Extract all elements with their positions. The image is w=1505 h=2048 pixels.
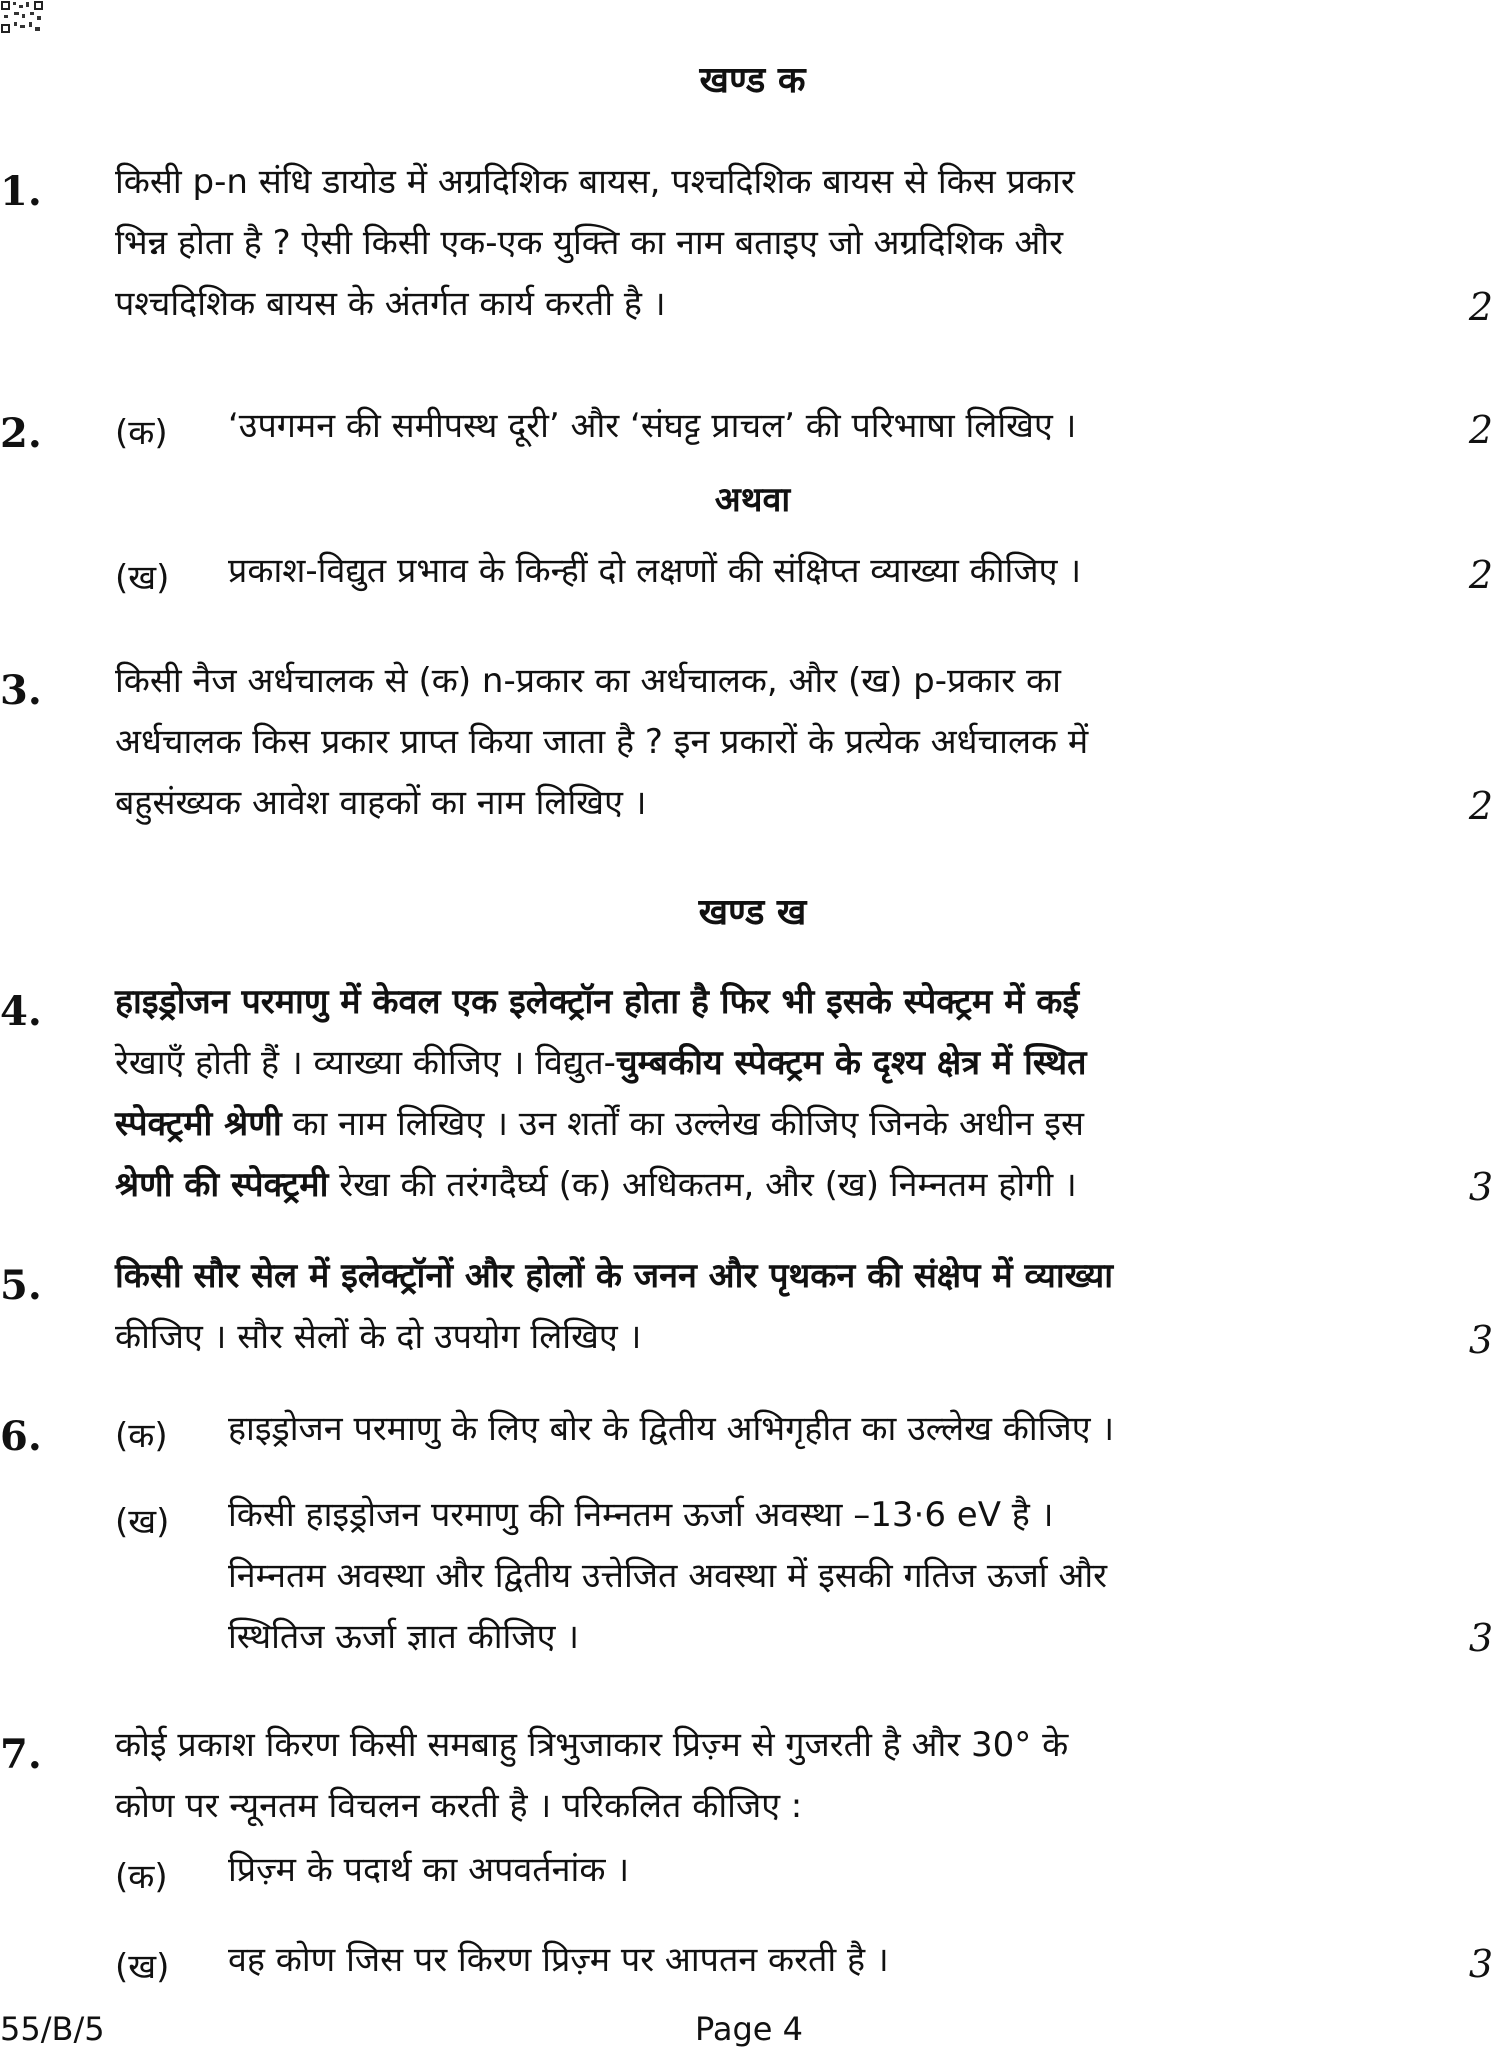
question-4-line — [115, 1033, 1415, 1094]
question-7-line: कोई प्रकाश किरण किसी समबाहु त्रिभुजाकार प्रिज़्म से गुजरती है और 30° के — [115, 1725, 1069, 1765]
qr-code-icon — [0, 0, 44, 34]
question-6b-text — [228, 1485, 1107, 1668]
question-6a-text: हाइड्रोजन परमाणु के लिए बोर के द्वितीय अभिगृहीत का उल्लेख कीजिए । — [228, 1409, 1115, 1449]
question-5-number: 5. — [0, 1262, 42, 1309]
question-3-line: किसी नैज अर्धचालक से (क) n-प्रकार का अर्धचालक, और (ख) p-प्रकार का — [115, 661, 1061, 701]
question-4-bold-text: स्पेक्ट्रमी श्रेणी — [115, 1104, 282, 1144]
question-4-text-part: का नाम लिखिए । उन शर्तों का उल्लेख कीजिए जिनके अधीन इस — [281, 1104, 1084, 1144]
question-1-text — [115, 152, 1415, 335]
paper-code: 55/B/5 — [0, 2010, 105, 2048]
page-number: Page 4 — [695, 2010, 803, 2048]
question-6a-label: (क) — [115, 1416, 168, 1456]
question-2b-label: (ख) — [115, 558, 170, 598]
question-3-number: 3. — [0, 667, 42, 714]
question-3-line: बहुसंख्यक आवेश वाहकों का नाम लिखिए । — [115, 783, 647, 823]
question-2a-label: (क) — [115, 413, 168, 453]
question-4-line — [115, 1155, 1415, 1216]
question-2b-marks: 2 — [1468, 553, 1493, 597]
question-6b-label: (ख) — [115, 1502, 170, 1542]
question-2-number: 2. — [0, 410, 42, 457]
question-3-text — [115, 651, 1415, 834]
question-2b-text: प्रकाश-विद्युत प्रभाव के किन्हीं दो लक्षणों की संक्षिप्त व्याख्या कीजिए । — [228, 551, 1082, 591]
question-3-line: अर्धचालक किस प्रकार प्राप्त किया जाता है ? इन प्रकारों के प्रत्येक अर्धचालक में — [115, 722, 1089, 762]
question-7a-label: (क) — [115, 1857, 168, 1897]
question-6-number: 6. — [0, 1413, 42, 1460]
question-6b-line: निम्नतम अवस्था और द्वितीय उत्तेजित अवस्था में इसकी गतिज ऊर्जा और — [228, 1556, 1108, 1596]
question-7a-text: प्रिज़्म के पदार्थ का अपवर्तनांक । — [228, 1850, 630, 1890]
question-6b-line: किसी हाइड्रोजन परमाणु की निम्नतम ऊर्जा अवस्था –13·6 eV है । — [228, 1495, 1054, 1535]
question-4-line — [115, 1094, 1415, 1155]
question-4-line — [115, 972, 1415, 1033]
question-3-marks: 2 — [1468, 784, 1493, 828]
question-1-line: भिन्न होता है ? ऐसी किसी एक-एक युक्ति का नाम बताइए जो अग्रदिशिक और — [115, 223, 1064, 263]
question-4-text-part: रेखा की तरंगदैर्घ्य (क) अधिकतम, और (ख) निम्नतम होगी । — [328, 1165, 1077, 1205]
question-4-text — [115, 972, 1415, 1216]
question-5-bold-text: किसी सौर सेल में इलेक्ट्रॉनों और होलों के जनन और पृथकन की संक्षेप में व्याख्या — [115, 1256, 1114, 1296]
question-4-bold-text: श्रेणी की स्पेक्ट्रमी — [115, 1165, 329, 1205]
section-b-heading: खण्ड ख — [698, 892, 807, 933]
question-5-line: कीजिए । सौर सेलों के दो उपयोग लिखिए । — [115, 1317, 642, 1357]
question-4-bold-text: चुम्बकीय स्पेक्ट्रम के दृश्य क्षेत्र में स्थित — [615, 1043, 1087, 1083]
section-a-heading: खण्ड क — [699, 60, 806, 101]
question-5-line — [115, 1246, 1415, 1307]
question-1-line: किसी p-n संधि डायोड में अग्रदिशिक बायस, पश्चदिशिक बायस से किस प्रकार — [115, 162, 1075, 202]
question-6b-line: स्थितिज ऊर्जा ज्ञात कीजिए । — [228, 1617, 580, 1657]
question-7b-label: (ख) — [115, 1947, 170, 1987]
question-2a-marks: 2 — [1468, 408, 1493, 452]
or-separator: अथवा — [714, 480, 791, 520]
question-5-text — [115, 1246, 1415, 1368]
question-4-marks: 3 — [1468, 1165, 1493, 1209]
question-6-marks: 3 — [1468, 1616, 1493, 1660]
question-4-number: 4. — [0, 988, 42, 1035]
question-7b-text: वह कोण जिस पर किरण प्रिज़्म पर आपतन करती है । — [228, 1940, 889, 1980]
question-1-line: पश्चदिशिक बायस के अंतर्गत कार्य करती है । — [115, 284, 666, 324]
question-1-number: 1. — [0, 168, 42, 215]
question-7-marks: 3 — [1468, 1942, 1493, 1986]
question-7-line: कोण पर न्यूनतम विचलन करती है । परिकलित कीजिए : — [115, 1786, 803, 1826]
question-7-number: 7. — [0, 1731, 42, 1778]
question-7-text — [115, 1715, 1415, 1837]
question-5-marks: 3 — [1468, 1318, 1493, 1362]
question-4-text-part: रेखाएँ होती हैं । व्याख्या कीजिए । विद्युत- — [115, 1043, 616, 1083]
question-1-marks: 2 — [1468, 285, 1493, 329]
question-2a-text: ‘उपगमन की समीपस्थ दूरी’ और ‘संघट्ट प्राचल’ की परिभाषा लिखिए । — [228, 406, 1077, 446]
question-4-bold-text: हाइड्रोजन परमाणु में केवल एक इलेक्ट्रॉन होता है फिर भी इसके स्पेक्ट्रम में कई — [115, 982, 1080, 1022]
